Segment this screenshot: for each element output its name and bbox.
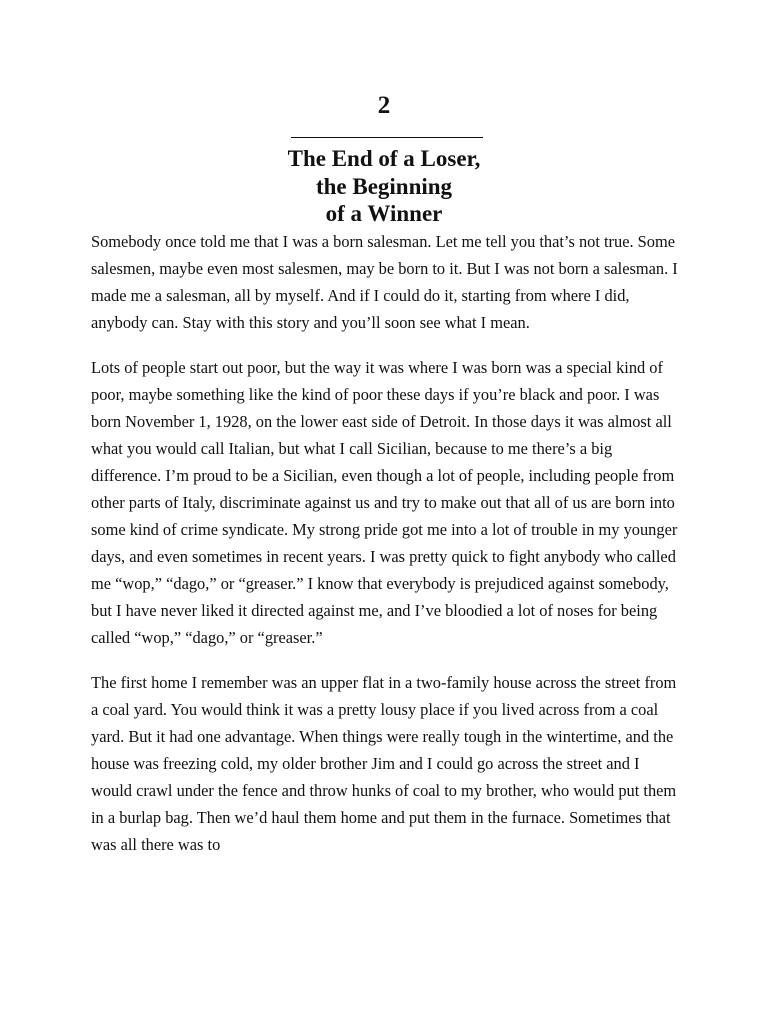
paragraph-2: Lots of people start out poor, but the way it was where I was born was a special kind of poor, maybe something like the kind of poor these days if you’re black and poor. I was born November 1, 1928, on the lower east side of Detroit. In those days it was almost all what you would call Italian, but what I call Sicilian, because to me there’s a big difference. I’m proud to be a Sicilian, even though a lot of people, including people from other parts of Italy, discriminate against us and try to make out that all of us are born into some kind of crime syndicate. My strong pride got me into a lot of trouble in my younger days, and even sometimes in recent years. I was pretty quick to fight anybody who called me “wop,” “dago,” or “greaser.” I know that everybody is prejudiced against somebody, but I have never liked it directed against me, and I’ve bloodied a lot of noses for being called “wop,” “dago,” or “greaser.”	[91, 358, 678, 647]
paragraph-3: The first home I remember was an upper flat in a two-family house across the street from a coal yard. You would think it was a pretty lousy place if you lived across from a coal yard. But it had one advantage. When things were really tough in the wintertime, and the house was freezing cold, my older brother Jim and I could go across the street and I would crawl under the fence and throw hunks of coal to my brother, who would put them in a burlap bag. Then we’d haul them home and put them in the furnace. Sometimes that was all there was to	[91, 673, 677, 854]
chapter-title	[0, 145, 768, 228]
chapter-divider-rule	[291, 137, 483, 138]
chapter-title-line-2: the Beginning	[315, 173, 453, 199]
chapter-title-line-1: The End of a Loser,	[287, 146, 481, 171]
paragraph-1: Somebody once told me that I was a born salesman. Let me tell you that’s not true. Some salesmen, maybe even most salesmen, may be born to it. But I was not born a salesman. I made me a salesman, all by myself. And if I could do it, starting from where I did, anybody can. Stay with this story and you’ll soon see what I mean.	[91, 232, 678, 332]
chapter-number: 2	[377, 92, 391, 119]
chapter-title-line-3: of a Winner	[325, 201, 443, 226]
body-text	[91, 228, 681, 876]
